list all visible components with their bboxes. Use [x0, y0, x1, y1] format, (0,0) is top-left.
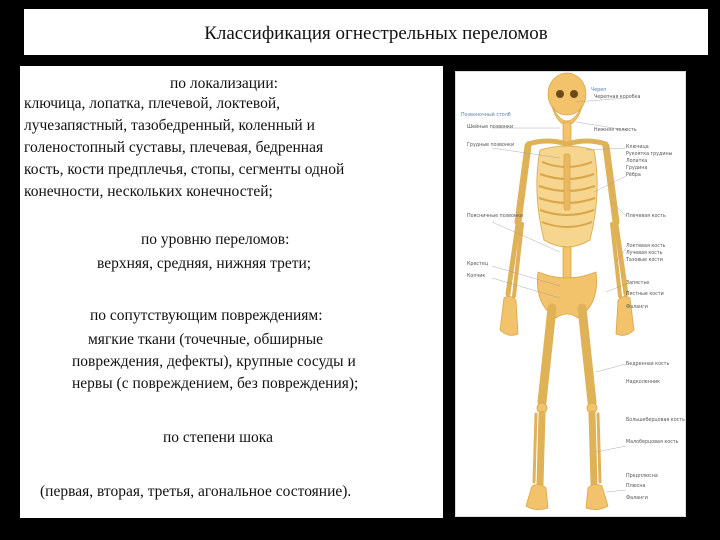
- text-line: нервы (с повреждением, без повреждения);: [72, 375, 359, 392]
- text-line: мягкие ткани (точечные, обширные: [88, 331, 323, 348]
- text-line: (первая, вторая, третья, агональное состояние).: [40, 483, 352, 500]
- skeleton-label: Тазовые кости: [626, 258, 663, 263]
- skeleton-label: Ключица: [626, 145, 649, 150]
- text-line: лучезапястный, тазобедренный, коленный и: [24, 117, 315, 134]
- classification-text-panel: [20, 66, 443, 518]
- skeleton-label: Малоберцовая кость: [626, 440, 679, 445]
- text-line: кость, кости предплечья, стопы, сегменты одной: [24, 161, 345, 178]
- text-line: голеностопный суставы, плечевая, бедренная: [24, 139, 324, 156]
- skeleton-label: Плечевая кость: [626, 214, 666, 219]
- skeleton-label: Позвоночный столб: [461, 113, 511, 118]
- skeleton-label: Нижняя челюсть: [594, 128, 637, 133]
- skeleton-label: Шейные позвонки: [467, 125, 514, 130]
- slide-title: Классификация огнестрельных переломов: [204, 23, 548, 44]
- text-line: ключица, лопатка, плечевой, локтевой,: [24, 95, 281, 112]
- skeleton-label: Запястье: [626, 281, 650, 286]
- skeleton-label: Лучевая кость: [626, 251, 663, 256]
- heading-localization: по локализации:: [170, 75, 278, 92]
- heading-associated-injuries: по сопутствующим повреждениям:: [90, 307, 323, 324]
- heading-fracture-level: по уровню переломов:: [141, 231, 290, 248]
- skeleton-label: Пястные кости: [626, 292, 664, 297]
- skeleton-label: Рукоятка грудины: [626, 152, 673, 157]
- skeleton-label: Фаланги: [626, 305, 648, 310]
- skeleton-label: Плюсна: [626, 484, 646, 489]
- text-line: верхняя, средняя, нижняя трети;: [97, 255, 312, 272]
- skeleton-label: Черепная коробка: [594, 95, 641, 100]
- skeleton-image-panel: [455, 71, 686, 517]
- skeleton-label: Большеберцовая кость: [626, 418, 685, 423]
- skeleton-label: Череп: [591, 88, 607, 93]
- skeleton-label: Рёбра: [626, 173, 641, 178]
- eye-socket: [556, 90, 564, 98]
- skeleton-label: Локтевая кость: [626, 244, 666, 249]
- skeleton-label: Поясничные позвонки: [467, 214, 524, 219]
- text-line: конечности, нескольких конечностей;: [24, 183, 273, 200]
- heading-shock-degree: по степени шока: [163, 429, 273, 446]
- skeleton-label: Грудина: [626, 166, 648, 171]
- skeleton-label: Крестец: [467, 262, 489, 267]
- skeleton-bones: [500, 73, 634, 510]
- skeleton-label: Бедренная кость: [626, 362, 670, 367]
- title-bar: [24, 9, 708, 55]
- skeleton-label: Надколенник: [626, 380, 660, 385]
- skeleton-label: Грудные позвонки: [467, 143, 515, 148]
- skeleton-label: Фаланги: [626, 496, 648, 501]
- eye-socket: [570, 90, 578, 98]
- text-line: повреждения, дефекты), крупные сосуды и: [72, 353, 356, 370]
- skeleton-label: Копчик: [467, 274, 486, 279]
- skeleton-label: Предплюсна: [626, 474, 658, 479]
- skeleton-label: Лопатка: [626, 159, 648, 164]
